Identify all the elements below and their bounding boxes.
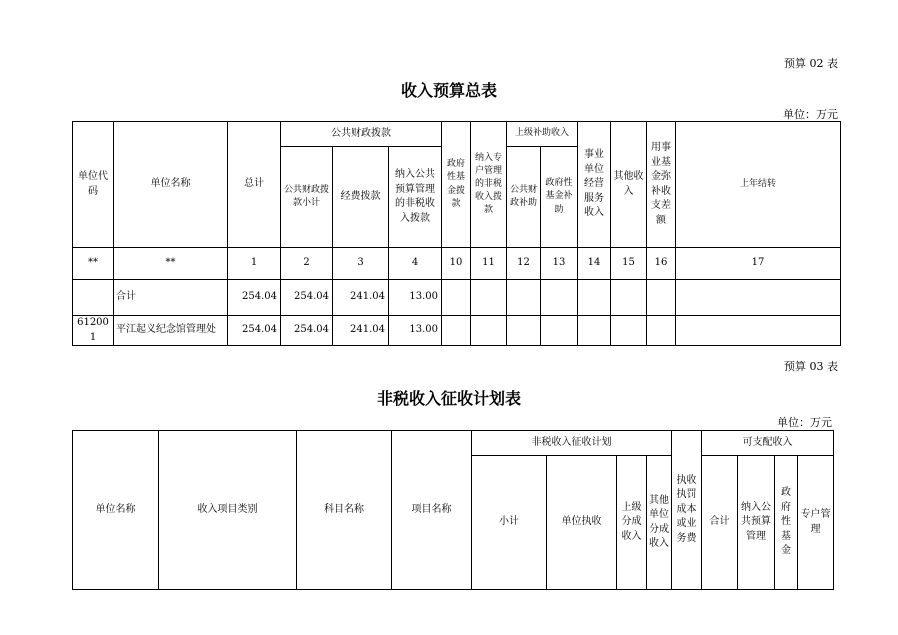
header-public-finance: 公共财政拨款 bbox=[281, 122, 442, 147]
header-income-type: 收入项目类别 bbox=[159, 431, 297, 590]
header-project-name: 项目名称 bbox=[392, 431, 472, 590]
cell bbox=[471, 280, 507, 316]
cell-pf-expense: 241.04 bbox=[333, 316, 389, 346]
page-title-nontax-plan: 非税收入征收计划表 bbox=[376, 389, 521, 408]
index-cell: 14 bbox=[578, 248, 611, 280]
cell-total: 254.04 bbox=[228, 280, 281, 316]
header-disp-special: 专户管理 bbox=[798, 456, 834, 590]
header-pf-nontax: 纳入公共预算管理的非税收入拨款 bbox=[389, 147, 442, 248]
header-business-income: 事业单位经营服务收入 bbox=[578, 122, 611, 248]
cell-pf-nontax: 13.00 bbox=[389, 280, 442, 316]
cell bbox=[541, 280, 578, 316]
cell bbox=[471, 316, 507, 346]
index-cell: 3 bbox=[333, 248, 389, 280]
income-budget-table bbox=[72, 121, 841, 346]
document-code-03: 预算 03 表 bbox=[784, 360, 838, 373]
cell bbox=[676, 280, 841, 316]
header-total: 总计 bbox=[228, 122, 281, 248]
cell-pf-subtotal: 254.04 bbox=[281, 280, 333, 316]
header-disp-total: 合计 bbox=[702, 456, 738, 590]
index-cell: 17 bbox=[676, 248, 841, 280]
index-cell: 10 bbox=[442, 248, 471, 280]
unit-label-1: 单位：万元 bbox=[783, 108, 838, 121]
header-fines: 执收执罚成本或业务费 bbox=[672, 431, 702, 590]
table-row bbox=[73, 280, 841, 316]
cell-unit-name: 合计 bbox=[114, 280, 228, 316]
cell bbox=[541, 316, 578, 346]
index-cell: 16 bbox=[647, 248, 676, 280]
index-cell: ** bbox=[114, 248, 228, 280]
cell-unit-name: 平江起义纪念馆管理处 bbox=[114, 316, 228, 346]
cell bbox=[647, 316, 676, 346]
cell bbox=[507, 316, 541, 346]
index-cell: 4 bbox=[389, 248, 442, 280]
header-pf-subtotal: 公共财政拨款小计 bbox=[281, 147, 333, 248]
cell-pf-nontax: 13.00 bbox=[389, 316, 442, 346]
cell bbox=[611, 280, 647, 316]
index-row bbox=[73, 248, 841, 280]
header-nontax-plan: 非税收入征收计划 bbox=[472, 431, 672, 456]
index-cell: 13 bbox=[541, 248, 578, 280]
index-cell: 1 bbox=[228, 248, 281, 280]
table-row bbox=[73, 316, 841, 346]
cell bbox=[647, 280, 676, 316]
cell bbox=[578, 316, 611, 346]
header-unit-name: 单位名称 bbox=[114, 122, 228, 248]
header-subject-name: 科目名称 bbox=[297, 431, 392, 590]
header-unit-name: 单位名称 bbox=[73, 431, 159, 590]
cell-total: 254.04 bbox=[228, 316, 281, 346]
cell-pf-expense: 241.04 bbox=[333, 280, 389, 316]
cell bbox=[507, 280, 541, 316]
page-title-income-budget: 收入预算总表 bbox=[400, 81, 497, 100]
header-unit-code: 单位代码 bbox=[73, 122, 114, 248]
cell-unit-code bbox=[73, 280, 114, 316]
header-other-income: 其他收入 bbox=[611, 122, 647, 248]
index-cell: ** bbox=[73, 248, 114, 280]
index-cell: 15 bbox=[611, 248, 647, 280]
header-plan-unit: 单位执收 bbox=[547, 456, 617, 590]
cell-unit-code: 612001 bbox=[73, 316, 114, 346]
header-plan-other: 其他单位分成收入 bbox=[647, 456, 672, 590]
header-special-nontax: 纳入专户管理的非税收入拨款 bbox=[471, 122, 507, 248]
header-us-public: 公共财政补助 bbox=[507, 147, 541, 248]
cell bbox=[442, 280, 471, 316]
cell bbox=[578, 280, 611, 316]
index-cell: 12 bbox=[507, 248, 541, 280]
document-code-02: 预算 02 表 bbox=[784, 57, 838, 70]
cell bbox=[611, 316, 647, 346]
index-cell: 2 bbox=[281, 248, 333, 280]
header-plan-upper: 上级分成收入 bbox=[617, 456, 647, 590]
index-cell: 11 bbox=[471, 248, 507, 280]
header-pf-expense: 经费拨款 bbox=[333, 147, 389, 248]
header-us-gov-fund: 政府性基金补助 bbox=[541, 147, 578, 248]
nontax-plan-table bbox=[72, 430, 834, 590]
header-disp-gov-fund: 政府性基金 bbox=[775, 456, 798, 590]
header-disp-public: 纳入公共预算管理 bbox=[738, 456, 775, 590]
cell bbox=[676, 316, 841, 346]
header-carry-over: 上年结转 bbox=[676, 122, 841, 248]
unit-label-2: 单位：万元 bbox=[777, 416, 832, 429]
header-fund-cover: 用事业基金弥补收支差额 bbox=[647, 122, 676, 248]
header-plan-subtotal: 小计 bbox=[472, 456, 547, 590]
header-gov-fund: 政府性基金拨款 bbox=[442, 122, 471, 248]
header-disposable: 可支配收入 bbox=[702, 431, 834, 456]
header-upper-subsidy: 上级补助收入 bbox=[507, 122, 578, 147]
cell bbox=[442, 316, 471, 346]
cell-pf-subtotal: 254.04 bbox=[281, 316, 333, 346]
